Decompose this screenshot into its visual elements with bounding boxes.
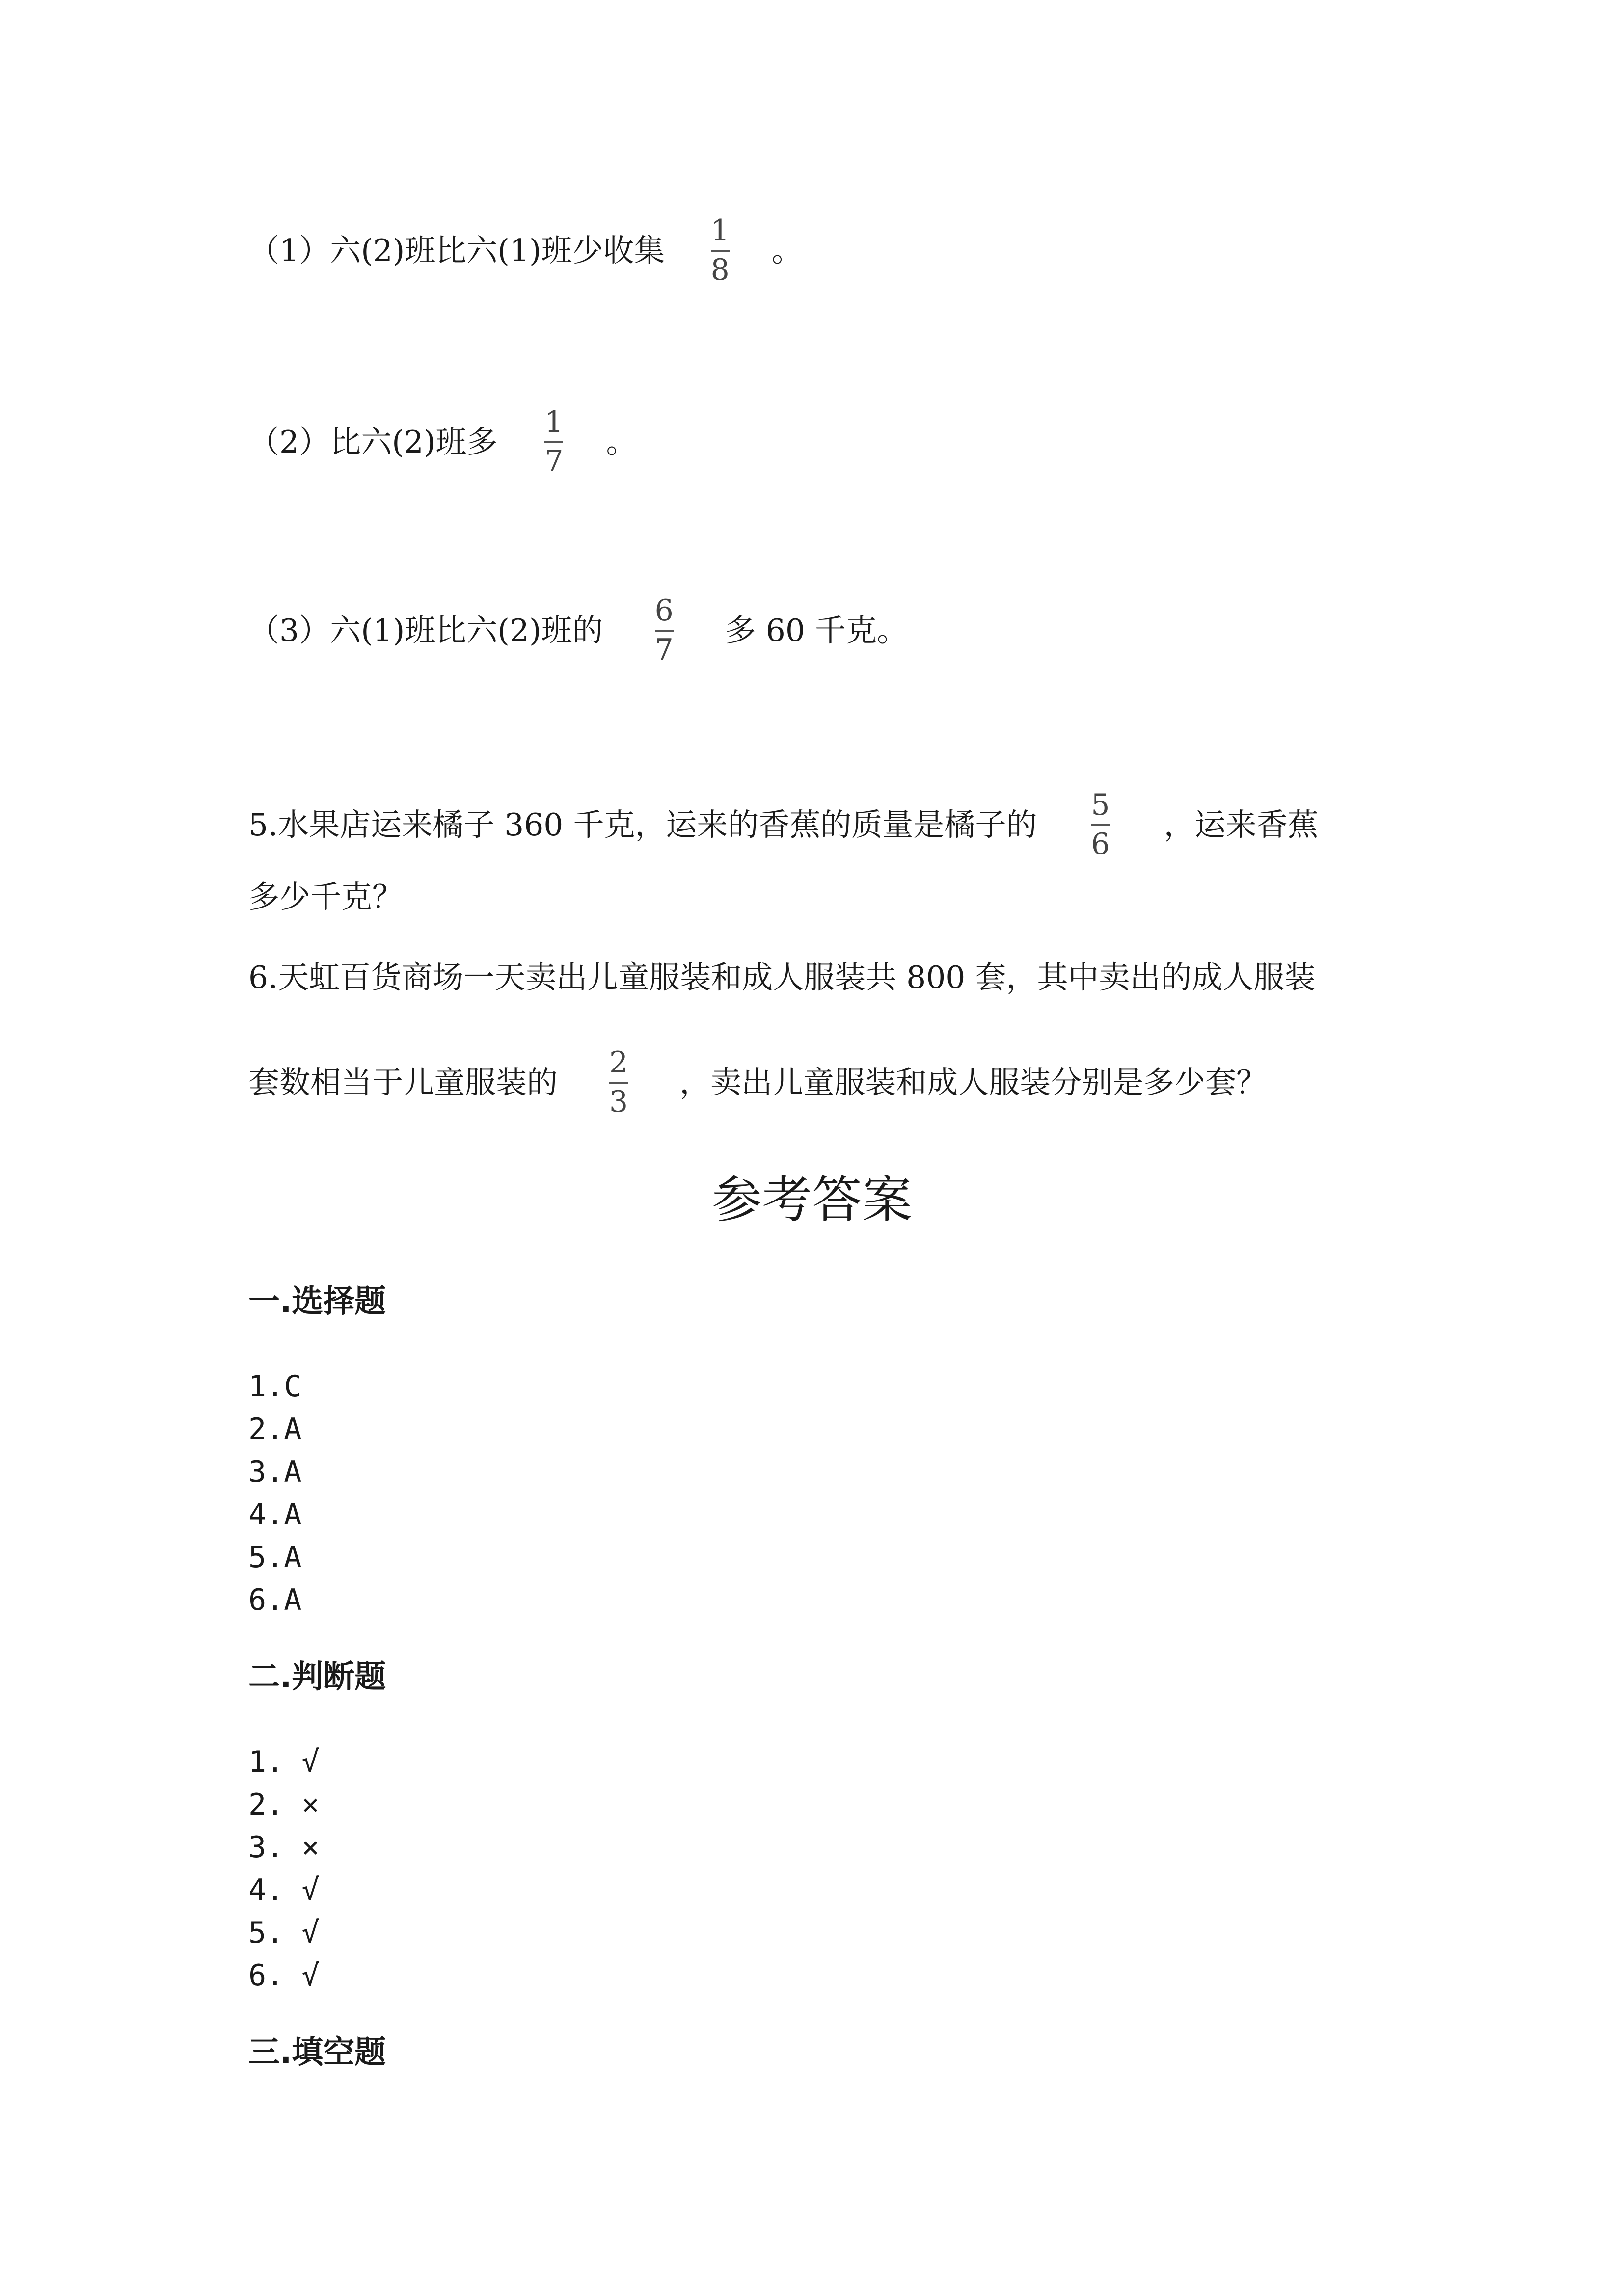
question-5-line2	[0, 879, 403, 915]
question-5-line2-text: 多少千克？	[248, 879, 403, 915]
question-4-1	[0, 216, 803, 285]
question-6-line1	[0, 962, 1315, 993]
denominator: 6	[1091, 827, 1110, 861]
question-4-1-text: （1）六(2)班比六(1)班少收集	[248, 232, 665, 268]
numerator: 1	[710, 214, 730, 248]
question-4-3-tail: 多 60 千克。	[725, 612, 908, 648]
answer-item: 1. √	[248, 1745, 320, 1779]
question-4-2-tail: 。	[606, 424, 637, 460]
section-heading-multiple-choice: 一.选择题	[248, 1283, 386, 1320]
question-4-3-text: （3）六(1)班比六(2)班的	[248, 612, 603, 648]
question-4-2	[0, 405, 637, 479]
question-5-tail: ，运来香蕉	[1164, 806, 1319, 843]
answer-item: 1.C	[248, 1369, 302, 1404]
numerator: 5	[1091, 788, 1110, 822]
answer-item: 4.A	[248, 1497, 302, 1532]
question-6-line2	[0, 1045, 1268, 1119]
fraction-bar	[1091, 824, 1110, 826]
denominator: 7	[544, 444, 564, 479]
fraction-bar	[609, 1082, 628, 1084]
numerator: 6	[654, 593, 674, 628]
denominator: 3	[609, 1085, 628, 1119]
denominator: 8	[710, 253, 730, 287]
question-6-text: 套数相当于儿童服装的	[248, 1064, 558, 1100]
fraction-6-7	[654, 593, 674, 667]
fraction-1-7	[544, 405, 564, 479]
answer-item: 4. √	[248, 1873, 320, 1907]
denominator: 7	[654, 633, 674, 667]
section-heading-true-false: 二.判断题	[248, 1659, 386, 1695]
answer-item: 5.A	[248, 1540, 302, 1575]
question-6-line1-text: 6.天虹百货商场一天卖出儿童服装和成人服装共 800 套，其中卖出的成人服装	[248, 960, 1316, 995]
answer-item: 3.A	[248, 1455, 302, 1489]
fraction-5-6	[1091, 790, 1110, 859]
fraction-bar	[711, 250, 730, 252]
fraction-1-8	[711, 216, 730, 285]
answers-title: 参考答案	[712, 1171, 912, 1229]
question-4-3	[0, 593, 908, 667]
answer-item: 2. ×	[248, 1788, 320, 1822]
answer-item: 3. ×	[248, 1830, 320, 1865]
answer-item: 2.A	[248, 1412, 302, 1446]
numerator: 1	[544, 405, 564, 439]
question-4-1-tail: 。	[771, 232, 803, 268]
question-5-text: 5.水果店运来橘子 360 千克，运来的香蕉的质量是橘子的	[248, 806, 1037, 843]
question-6-tail: ，卖出儿童服装和成人服装分别是多少套？	[679, 1064, 1268, 1100]
answer-item: 5. √	[248, 1916, 320, 1950]
fraction-bar	[544, 441, 563, 443]
fraction-bar	[655, 630, 674, 632]
answer-item: 6.A	[248, 1583, 302, 1617]
numerator: 2	[609, 1045, 628, 1080]
section-heading-fill-in: 三.填空题	[248, 2034, 386, 2071]
fraction-2-3	[609, 1045, 628, 1119]
question-4-2-text: （2）比六(2)班多	[248, 424, 498, 460]
answer-item: 6. √	[248, 1958, 320, 1993]
question-5	[0, 790, 1319, 859]
